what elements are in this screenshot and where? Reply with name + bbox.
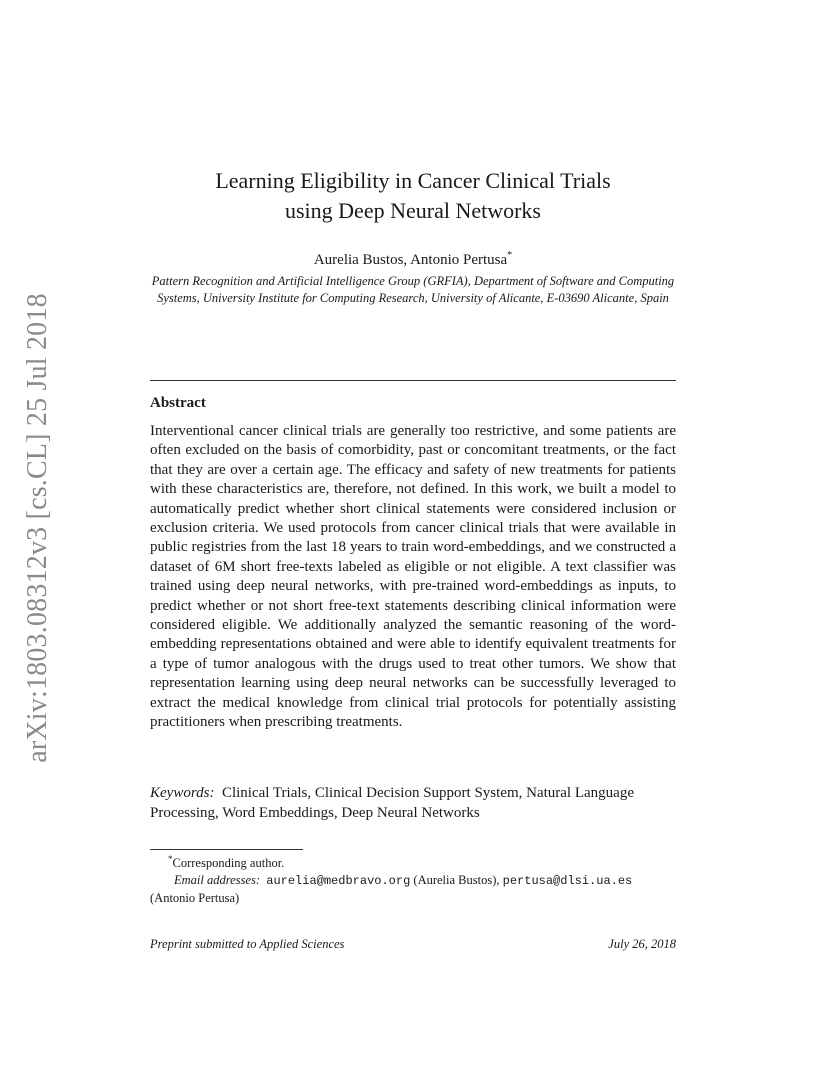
footnote-corresponding bbox=[150, 851, 676, 872]
paper-title bbox=[150, 166, 676, 226]
header-rule bbox=[150, 380, 676, 381]
page-footer bbox=[150, 937, 676, 952]
email-link-1[interactable]: aurelia@medbravo.org bbox=[266, 874, 411, 889]
footnote-emails bbox=[150, 872, 676, 890]
keywords bbox=[150, 783, 676, 823]
footnote-rule bbox=[150, 849, 303, 850]
email-link-2[interactable]: pertusa@dlsi.ua.es bbox=[502, 874, 633, 889]
author-list bbox=[150, 246, 676, 270]
abstract-heading: Abstract bbox=[150, 395, 206, 411]
title-line-2: using Deep Neural Networks bbox=[285, 198, 541, 223]
footer-date: July 26, 2018 bbox=[608, 937, 676, 951]
keywords-label: Keywords: bbox=[150, 785, 215, 801]
author-footnote-mark: * bbox=[507, 250, 513, 261]
title-line-1: Learning Eligibility in Cancer Clinical Trials bbox=[215, 168, 611, 193]
email-owner-1: (Aurelia Bustos), bbox=[413, 873, 500, 888]
corresponding-author-text: Corresponding author. bbox=[172, 856, 285, 871]
footnote-mark: * bbox=[168, 854, 173, 864]
arxiv-stamp: arXiv:1803.08312v3 [cs.CL] 25 Jul 2018 bbox=[22, 293, 53, 763]
email-label: Email addresses: bbox=[174, 873, 260, 888]
footer-submission: Preprint submitted to Applied Sciences bbox=[150, 937, 345, 951]
footnote bbox=[150, 851, 676, 907]
author-names: Aurelia Bustos, Antonio Pertusa bbox=[313, 252, 508, 268]
affiliation: Pattern Recognition and Artificial Intelligence Group (GRFIA), Department of Software and Computing Systems, University Institute for Computing Research, University of Alicante, E-03690 Alicante, Spain bbox=[151, 274, 675, 305]
keywords-list: Clinical Trials, Clinical Decision Support System, Natural Language Processing, Word Embeddings, Deep Neural Networks bbox=[150, 785, 634, 821]
abstract-text: Interventional cancer clinical trials are generally too restrictive, and some patients are often excluded on the basis of comorbidity, past or concomitant treatments, or the fact that they are over a certain age. The efficacy and safety of new treatments for patients with these characteristics are, therefore, not defined. In this work, we built a model to automatically predict whether short clinical statements were considered inclusion or exclusion criteria. We used protocols from cancer clinical trials that were available in public registries from the last 18 years to train word-embeddings, and we constructed a dataset of 6M short free-texts labeled as eligible or not eligible. A text classifier was trained using deep neural networks, with pre-trained word-embeddings as inputs, to predict whether or not short free-text statements describing clinical information were considered eligible. We additionally analyzed the semantic reasoning of the word-embedding representations obtained and were able to identify equivalent treatments for a type of tumor analogous with the drugs used to treat other tumors. We show that representation learning using deep neural networks can be successfully leveraged to extract the medical knowledge from clinical trial protocols for potentially assisting practitioners when prescribing treatments. bbox=[150, 423, 676, 731]
email-owner-2: (Antonio Pertusa) bbox=[150, 891, 240, 906]
